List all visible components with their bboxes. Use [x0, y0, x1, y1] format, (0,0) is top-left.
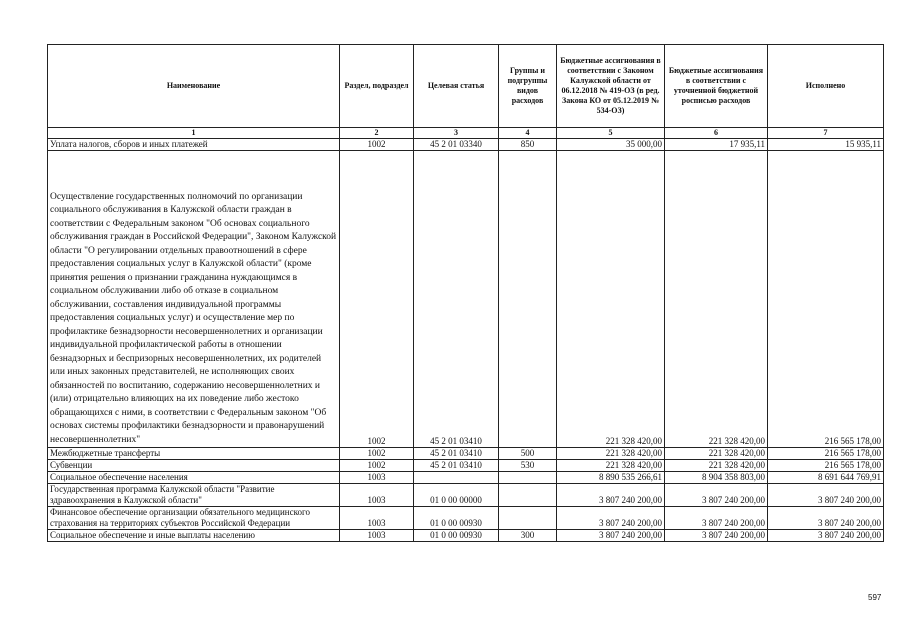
col-number: 7 — [768, 128, 884, 139]
row-group: 850 — [499, 139, 557, 151]
column-number-row — [48, 128, 884, 139]
row-target: 01 0 00 00000 — [414, 484, 499, 507]
row-group: 530 — [499, 460, 557, 472]
row-law: 3 807 240 200,00 — [557, 507, 665, 530]
row-group — [499, 472, 557, 484]
row-law: 3 807 240 200,00 — [557, 484, 665, 507]
row-name: Финансовое обеспечение организации обязательного медицинского страхования на территориях субъектов Российской Федерации — [48, 507, 340, 530]
row-executed: 3 807 240 200,00 — [768, 530, 884, 542]
table-row — [48, 507, 884, 530]
row-section: 1002 — [340, 448, 414, 460]
row-refined: 221 328 420,00 — [665, 448, 768, 460]
row-name: Социальное обеспечение населения — [48, 472, 340, 484]
row-law: 221 328 420,00 — [557, 460, 665, 472]
row-section: 1003 — [340, 507, 414, 530]
row-target: 01 0 00 00930 — [414, 530, 499, 542]
row-section: 1003 — [340, 472, 414, 484]
header-executed: Исполнено — [768, 45, 884, 128]
row-name: Государственная программа Калужской области "Развитие здравоохранения в Калужской области" — [48, 484, 340, 507]
col-number: 6 — [665, 128, 768, 139]
header-row — [48, 45, 884, 128]
row-executed: 3 807 240 200,00 — [768, 507, 884, 530]
row-section: 1003 — [340, 530, 414, 542]
col-number: 4 — [499, 128, 557, 139]
header-section: Раздел, подраздел — [340, 45, 414, 128]
row-refined: 17 935,11 — [665, 139, 768, 151]
table-row — [48, 484, 884, 507]
col-number: 5 — [557, 128, 665, 139]
row-refined: 8 904 358 803,00 — [665, 472, 768, 484]
row-refined: 221 328 420,00 — [665, 460, 768, 472]
page-number: 597 — [868, 593, 882, 602]
row-target: 45 2 01 03410 — [414, 151, 499, 448]
row-executed: 3 807 240 200,00 — [768, 484, 884, 507]
row-law: 3 807 240 200,00 — [557, 530, 665, 542]
table-row — [48, 151, 884, 448]
row-name: Межбюджетные трансферты — [48, 448, 340, 460]
row-executed: 216 565 178,00 — [768, 448, 884, 460]
row-group — [499, 484, 557, 507]
row-refined: 221 328 420,00 — [665, 151, 768, 448]
header-name: Наименование — [48, 45, 340, 128]
row-executed: 216 565 178,00 — [768, 460, 884, 472]
row-target — [414, 472, 499, 484]
header-target: Целевая статья — [414, 45, 499, 128]
row-name: Уплата налогов, сборов и иных платежей — [48, 139, 340, 151]
row-name: Осуществление государственных полномочий по организации социального обслуживания в Калужской области граждан в соответствии с Федеральным законом "Об основах социального обслуживания граждан в Российской Федерации", Законом Калужской области "О регулировании отдельных правоотношений в сфере предоставления социальных услуг в Калужской области" (кроме принятия решения о признании гражданина нуждающимся в социальном обслуживании либо об отказе в социальном обслуживании, составления индивидуальной программы предоставления социальных услуг) и осуществление мер по профилактике безнадзорности несовершеннолетних и организации индивидуальной профилактической работы в отношении безнадзорных и беспризорных несовершеннолетних, их родителей или иных законных представителей, не исполняющих своих обязанностей по воспитанию, содержанию несовершеннолетних и (или) отрицательно влияющих на их поведение либо жестоко обращающихся с ними, в соответствии с Федеральным законом "Об основах системы профилактики безнадзорности и правонарушений несовершеннолетних" — [48, 151, 340, 448]
row-law: 35 000,00 — [557, 139, 665, 151]
row-group: 300 — [499, 530, 557, 542]
row-executed: 15 935,11 — [768, 139, 884, 151]
row-group: 500 — [499, 448, 557, 460]
table-row — [48, 139, 884, 151]
row-section: 1003 — [340, 484, 414, 507]
table-row — [48, 472, 884, 484]
row-target: 01 0 00 00930 — [414, 507, 499, 530]
row-group — [499, 507, 557, 530]
table-row — [48, 460, 884, 472]
row-group — [499, 151, 557, 448]
row-target: 45 2 01 03410 — [414, 448, 499, 460]
row-law: 221 328 420,00 — [557, 448, 665, 460]
row-target: 45 2 01 03340 — [414, 139, 499, 151]
row-section: 1002 — [340, 151, 414, 448]
row-executed: 8 691 644 769,91 — [768, 472, 884, 484]
budget-table — [47, 44, 884, 542]
row-name: Социальное обеспечение и иные выплаты населению — [48, 530, 340, 542]
row-section: 1002 — [340, 460, 414, 472]
header-budget-law: Бюджетные ассигнования в соответствии с Законом Калужской области от 06.12.2018 № 419-ОЗ (в ред. Закона КО от 05.12.2019 № 534-ОЗ) — [557, 45, 665, 128]
row-name: Субвенции — [48, 460, 340, 472]
row-refined: 3 807 240 200,00 — [665, 484, 768, 507]
row-refined: 3 807 240 200,00 — [665, 530, 768, 542]
row-target: 45 2 01 03410 — [414, 460, 499, 472]
row-law: 221 328 420,00 — [557, 151, 665, 448]
header-groups: Группы и подгруппы видов расходов — [499, 45, 557, 128]
table-row — [48, 530, 884, 542]
row-refined: 3 807 240 200,00 — [665, 507, 768, 530]
header-budget-refined: Бюджетные ассигнования в соответствии с уточненной бюджетной росписью расходов — [665, 45, 768, 128]
row-section: 1002 — [340, 139, 414, 151]
col-number: 2 — [340, 128, 414, 139]
table-row — [48, 448, 884, 460]
row-law: 8 890 535 266,61 — [557, 472, 665, 484]
row-executed: 216 565 178,00 — [768, 151, 884, 448]
col-number: 3 — [414, 128, 499, 139]
col-number: 1 — [48, 128, 340, 139]
